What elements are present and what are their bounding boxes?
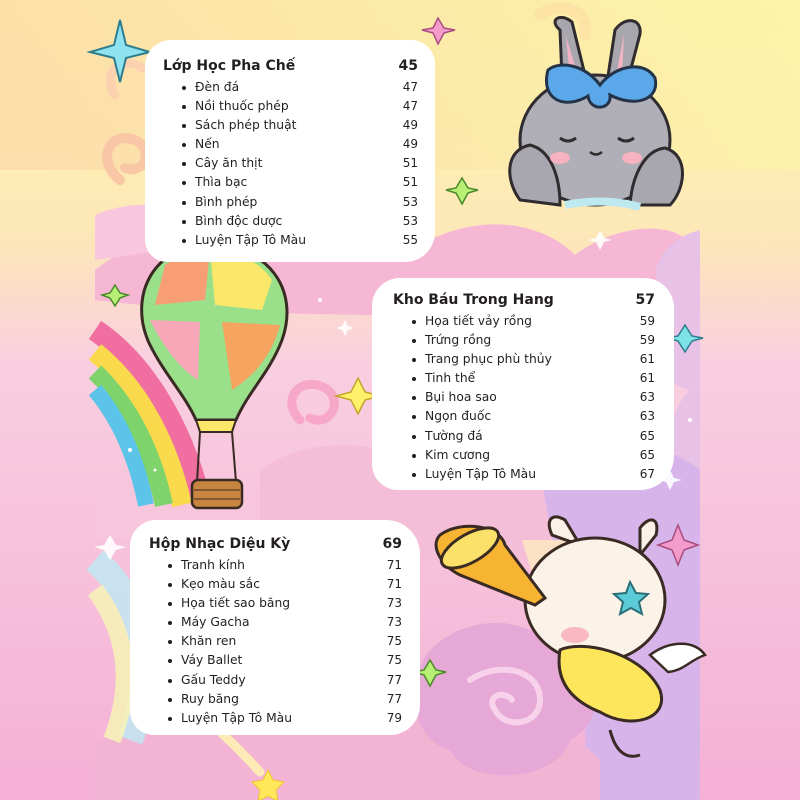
item-page-number: 75 [386,653,402,668]
item-label: Đèn đá [181,78,239,97]
item-label: Kim cương [411,446,490,465]
section-heading[interactable] [163,54,418,78]
toc-section [393,288,655,484]
item-page-number: 61 [639,352,655,367]
list-item[interactable] [181,173,418,192]
section-page-number: 45 [398,58,418,74]
item-label: Kẹo màu sắc [167,575,260,594]
item-page-number: 77 [386,691,402,706]
item-label: Váy Ballet [167,651,242,670]
item-page-number: 49 [402,137,418,152]
list-item[interactable] [167,575,402,594]
list-item[interactable] [411,446,655,465]
list-item[interactable] [181,193,418,212]
list-item[interactable] [181,231,418,250]
item-label: Bình phép [181,193,257,212]
list-item[interactable] [167,671,402,690]
item-label: Máy Gacha [167,613,250,632]
item-label: Ruy băng [167,690,239,709]
item-page-number: 73 [386,615,402,630]
item-page-number: 73 [386,596,402,611]
list-item[interactable] [167,613,402,632]
list-item[interactable] [181,135,418,154]
item-label: Tinh thể [411,369,475,388]
item-label: Trang phục phù thủy [411,350,552,369]
list-item[interactable] [167,594,402,613]
item-page-number: 47 [402,99,418,114]
item-label: Luyện Tập Tô Màu [167,709,292,728]
item-page-number: 47 [402,80,418,94]
list-item[interactable] [167,690,402,709]
item-page-number: 65 [639,447,655,462]
list-item[interactable] [411,331,655,350]
item-page-number: 63 [639,390,655,405]
item-page-number: 71 [386,577,402,592]
section-title: Kho Báu Trong Hang [393,292,554,308]
item-label: Trứng rồng [411,331,491,350]
item-label: Bụi hoa sao [411,388,497,407]
item-page-number: 63 [639,409,655,424]
list-item[interactable] [411,407,655,426]
toc-list [393,312,655,484]
item-label: Sách phép thuật [181,116,296,135]
section-heading[interactable] [393,288,655,312]
item-label: Gấu Teddy [167,671,246,690]
list-item[interactable] [167,556,402,575]
list-item[interactable] [411,369,655,388]
toc-section [163,54,418,250]
item-label: Nồi thuốc phép [181,97,289,116]
list-item[interactable] [167,632,402,651]
list-item[interactable] [411,427,655,446]
item-page-number: 79 [386,710,402,725]
toc-list [163,78,418,250]
list-item[interactable] [181,154,418,173]
list-item[interactable] [181,116,418,135]
item-label: Ngọn đuốc [411,407,491,426]
item-page-number: 75 [386,634,402,649]
item-label: Họa tiết vảy rồng [411,312,532,331]
list-item[interactable] [181,97,418,116]
list-item[interactable] [181,78,418,97]
toc-list [149,556,402,728]
item-page-number: 59 [639,314,655,328]
item-page-number: 61 [639,371,655,386]
item-page-number: 51 [402,156,418,171]
list-item[interactable] [411,350,655,369]
list-item[interactable] [167,709,402,728]
section-heading[interactable] [149,532,402,556]
item-label: Luyện Tập Tô Màu [411,465,536,484]
item-label: Tường đá [411,427,483,446]
item-label: Thìa bạc [181,173,247,192]
item-label: Tranh kính [167,556,245,575]
item-page-number: 49 [402,118,418,133]
list-item[interactable] [411,312,655,331]
item-label: Bình độc dược [181,212,282,231]
item-page-number: 53 [402,213,418,228]
item-label: Khăn ren [167,632,236,651]
section-page-number: 69 [382,536,402,552]
section-page-number: 57 [635,292,655,308]
item-page-number: 51 [402,175,418,190]
section-title: Hộp Nhạc Diệu Kỳ [149,536,291,552]
item-page-number: 53 [402,194,418,209]
item-page-number: 55 [402,232,418,247]
item-label: Họa tiết sao băng [167,594,290,613]
item-label: Luyện Tập Tô Màu [181,231,306,250]
item-page-number: 71 [386,558,402,572]
list-item[interactable] [181,212,418,231]
item-page-number: 77 [386,672,402,687]
item-label: Cây ăn thịt [181,154,262,173]
toc-section [149,532,402,728]
item-page-number: 59 [639,333,655,348]
list-item[interactable] [167,651,402,670]
list-item[interactable] [411,465,655,484]
item-page-number: 67 [639,466,655,481]
item-label: Nến [181,135,220,154]
list-item[interactable] [411,388,655,407]
section-title: Lớp Học Pha Chế [163,58,296,74]
item-page-number: 65 [639,428,655,443]
